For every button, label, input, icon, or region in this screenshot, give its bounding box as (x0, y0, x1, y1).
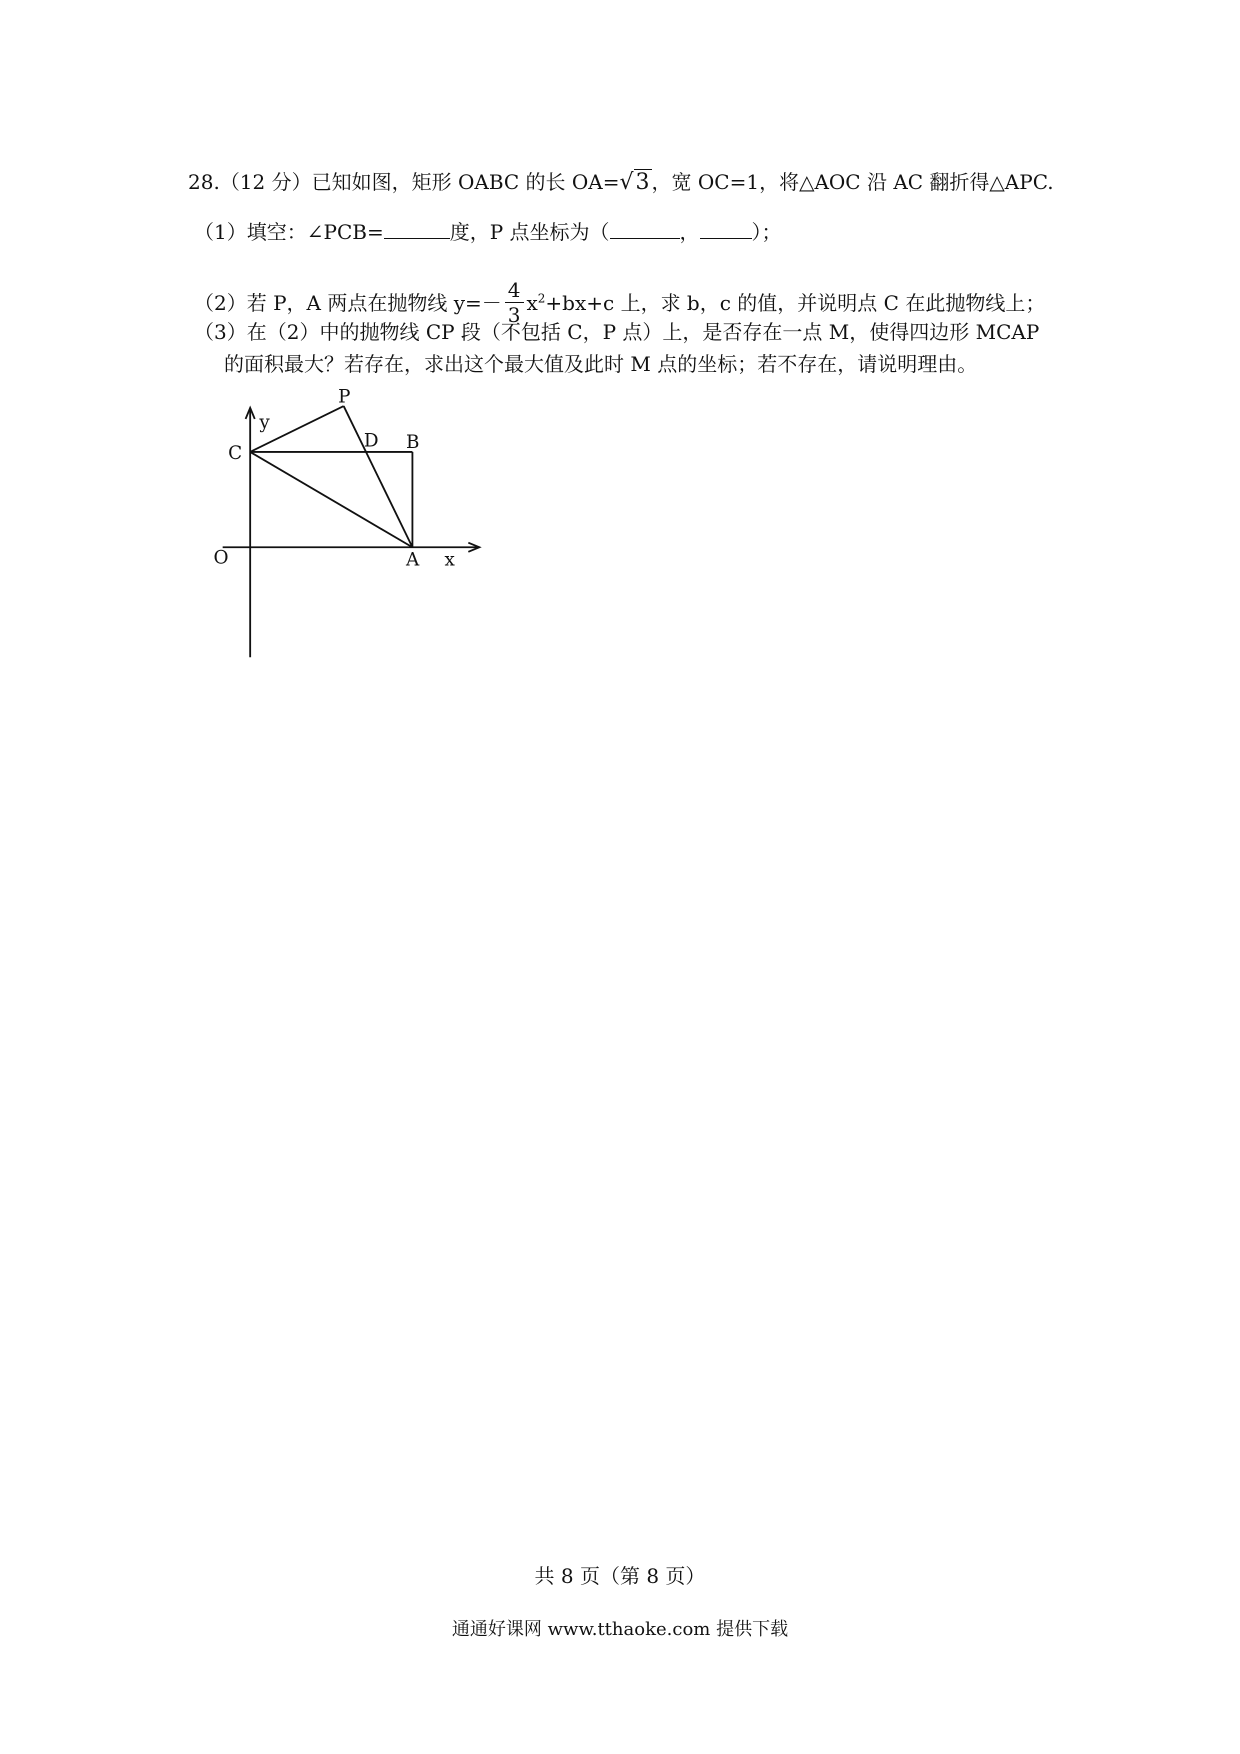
part-2-text-b: +bx+c 上，求 b，c 的值，并说明点 C 在此抛物线上； (545, 291, 1046, 315)
label-x: x (444, 549, 455, 571)
sqrt-radicand: 3 (635, 170, 650, 195)
fraction-denominator: 3 (507, 303, 521, 327)
part-1-text-a: 填空：∠PCB= (246, 220, 384, 244)
part-2-label: （2） (194, 291, 247, 315)
problem-stem (188, 170, 1054, 195)
sqrt-expression: √3 (619, 170, 650, 195)
part-3-continued (224, 352, 977, 376)
label-y: y (259, 412, 270, 434)
source-note: 通通好课网 www.tthaoke.com 提供下载 (451, 1619, 789, 1640)
problem-number: 28. (188, 170, 220, 194)
part-1-text-c: ）； (751, 220, 782, 244)
label-p: P (338, 386, 351, 408)
p-y-answer-blank[interactable] (700, 220, 752, 239)
label-o: O (213, 547, 229, 569)
part-1-label: （1） (194, 220, 247, 244)
angle-answer-blank[interactable] (384, 220, 450, 239)
label-a: A (406, 549, 420, 571)
problem-points: （12 分） (219, 170, 312, 194)
part-1 (194, 220, 782, 244)
label-d: D (363, 430, 379, 452)
part-3-line-1: 在（2）中的抛物线 CP 段（不包括 C，P 点）上，是否存在一点 M，使得四边形 MCAP (246, 320, 1040, 344)
part-1-text-b: 度，P 点坐标为（ (449, 220, 610, 244)
stem-text-1: 已知如图，矩形 OABC 的长 OA= (311, 170, 620, 194)
part-3 (194, 320, 1039, 344)
label-c: C (228, 443, 243, 465)
part-3-label: （3） (194, 320, 247, 344)
stem-text-2: ，宽 OC=1，将△AOC 沿 AC 翻折得△APC. (651, 170, 1054, 194)
part-2-x: x (526, 291, 538, 315)
part-2-exponent: 2 (537, 291, 546, 306)
part-3-line-2: 的面积最大？若存在，求出这个最大值及此时 M 点的坐标；若不存在，请说明理由。 (224, 352, 978, 376)
segment-ca (250, 452, 412, 547)
geometry-figure (190, 385, 490, 660)
part-1-comma: ， (679, 220, 700, 244)
part-2-text-a: 若 P，A 两点在抛物线 y=－ (246, 291, 502, 315)
fraction-numerator: 4 (505, 278, 524, 303)
label-b: B (406, 432, 420, 454)
page-info: 共 8 页（第 8 页） (534, 1564, 706, 1588)
p-x-answer-blank[interactable] (610, 220, 680, 239)
